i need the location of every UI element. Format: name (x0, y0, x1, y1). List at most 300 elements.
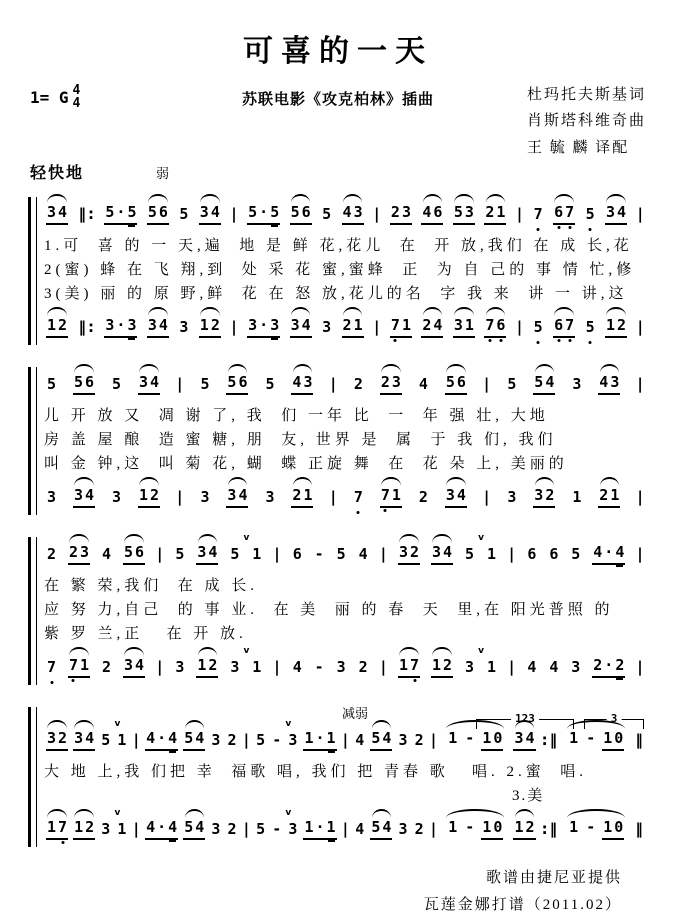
note-digit: | (156, 545, 163, 563)
note-digit: 5 (290, 203, 301, 225)
slur-arc (74, 809, 93, 818)
system-bracket (28, 197, 37, 345)
note-group (100, 808, 121, 840)
dynamic-marking: 弱 (156, 166, 170, 181)
note-group (255, 820, 266, 840)
note-digit: 4 (210, 203, 221, 225)
note-digit: 2 (342, 316, 353, 338)
note-digit: 1 (303, 818, 314, 840)
barline (634, 731, 644, 751)
note-group (68, 543, 90, 565)
barline (373, 318, 380, 338)
note-digit: 4 (167, 818, 178, 840)
note-digit: 5 (101, 731, 111, 749)
note-digit: 1 (481, 729, 492, 751)
note-digit: 2 (614, 656, 625, 678)
note-digit: 1 (486, 658, 496, 676)
slur-arc (423, 307, 442, 316)
note-digit: - (586, 818, 596, 836)
slur-arc (47, 194, 66, 203)
note-digit: 1 (391, 486, 402, 508)
note-digit: 2 (358, 658, 368, 676)
note-digit: ‖ (635, 820, 643, 838)
note-group (336, 545, 347, 565)
note-digit: 4 (167, 729, 178, 751)
barline (77, 318, 95, 338)
note-digit: | (133, 731, 139, 749)
note-digit: 2 (227, 731, 237, 749)
barline (380, 545, 387, 565)
slur-arc (69, 647, 88, 656)
note-group (116, 731, 127, 751)
translator-credit: 王 毓 麟 译配 (526, 139, 630, 156)
slur-arc (124, 647, 143, 656)
note-digit: 4 (194, 818, 205, 840)
note-digit: 5 (507, 375, 517, 393)
note-group (104, 203, 137, 225)
note-digit: | (231, 205, 237, 223)
note-digit: 1 (448, 818, 458, 836)
note-digit: | (231, 318, 237, 336)
note-group (290, 203, 312, 225)
note-digit: 2 (390, 203, 401, 225)
note-digit: 2 (598, 486, 609, 508)
note-group (264, 488, 275, 508)
note-digit: 4 (524, 729, 535, 751)
note-digit: 3 (398, 731, 408, 749)
note-digit: | (483, 375, 490, 393)
header-row (28, 80, 648, 158)
note-digit: · (258, 316, 269, 338)
footer (28, 865, 648, 919)
note-digit: 7 (380, 486, 391, 508)
lyric-line-1: 大 地 上,我 们把 幸 福歌 唱, 我们 把 青春 歌 唱. 2.蜜 唱. (44, 764, 588, 780)
engraver-note: 瓦莲金娜打谱（2011.02） (423, 897, 622, 913)
note-digit: 4 (342, 203, 353, 225)
note-group (46, 488, 57, 508)
slur-arc (486, 307, 505, 316)
lyric-line-3: 紫 罗 兰,正 在 开 放. (44, 626, 247, 642)
note-group (390, 316, 412, 338)
note-digit: 0 (492, 818, 503, 840)
note-group (585, 318, 596, 338)
note-digit: 3 (322, 318, 332, 336)
note-digit: | (342, 820, 349, 838)
upper-voice-notes (42, 363, 648, 404)
note-group (484, 316, 506, 338)
slur-arc (228, 364, 247, 373)
note-digit: 6 (84, 373, 95, 395)
lyric-line-2: 房 盖 屋 酿 造 蜜 糖, 朋 友, 世界 是 属 于 我 们, 我们 (44, 432, 557, 448)
note-digit: 4 (432, 316, 443, 338)
note-group (199, 203, 221, 225)
note-group (303, 729, 336, 751)
barline (636, 488, 643, 508)
note-digit: 3 (571, 658, 581, 676)
note-group (226, 731, 237, 751)
note-digit: 2 (414, 731, 424, 749)
note-group (548, 658, 559, 678)
note-digit: 2 (442, 656, 453, 678)
note-digit: 3 (391, 373, 402, 395)
song-subtitle: 苏联电影《攻克柏林》插曲 (241, 92, 434, 108)
note-digit: | (508, 658, 515, 676)
note-digit: 2 (227, 820, 237, 838)
barline (243, 731, 250, 751)
note-group (431, 656, 453, 678)
note-group (570, 545, 581, 565)
note-digit: 1 (602, 729, 613, 751)
note-digit: 3 (104, 316, 115, 338)
note-digit: 3 (46, 729, 57, 751)
key-label: 1= G (30, 87, 69, 107)
note-digit: 7 (68, 656, 79, 678)
note-digit: 2 (418, 488, 428, 506)
note-digit: 1 (326, 818, 337, 840)
barline (430, 731, 437, 751)
slur-arc (567, 809, 625, 818)
note-digit: 2 (68, 543, 79, 565)
system-4 (28, 703, 648, 849)
note-digit: 2 (414, 820, 424, 838)
lower-voice-notes (42, 476, 648, 517)
note-group (598, 486, 620, 508)
note-group (101, 545, 112, 565)
note-digit: 1 (609, 486, 620, 508)
note-digit: 1 (46, 316, 57, 338)
note-digit: | (374, 205, 380, 223)
note-group (553, 316, 575, 338)
note-digit: : (87, 205, 94, 223)
note-digit: · (603, 656, 614, 678)
slur-arc (606, 307, 625, 316)
note-digit: 3 (126, 316, 137, 338)
note-group (418, 488, 429, 508)
breath-mark: v (478, 646, 485, 656)
note-digit: | (430, 820, 437, 838)
note-group (46, 658, 57, 678)
note-group (292, 658, 303, 678)
note-digit: 5 (104, 203, 115, 225)
slur-arc (432, 534, 451, 543)
note-group (602, 818, 624, 840)
note-group (585, 729, 596, 749)
note-digit: 4 (381, 729, 392, 751)
slur-arc (74, 720, 93, 729)
note-digit: 4 (57, 203, 68, 225)
note-digit: - (465, 729, 475, 747)
note-digit: 5 (230, 545, 240, 563)
barline (329, 375, 336, 395)
note-digit: | (243, 731, 250, 749)
note-group (314, 545, 325, 565)
slur-arc (381, 364, 400, 373)
note-digit: 1 (431, 656, 442, 678)
note-group (73, 818, 95, 840)
note-group (553, 203, 575, 225)
note-group (533, 373, 555, 395)
note-digit: 3 (533, 486, 544, 508)
note-digit: 6 (237, 373, 248, 395)
note-digit: | (483, 488, 490, 506)
slur-arc (198, 534, 217, 543)
note-digit: 3 (513, 729, 524, 751)
note-digit: ‖ (549, 731, 558, 749)
note-digit: 4 (418, 375, 428, 393)
barline (273, 658, 280, 678)
slur-arc (372, 720, 391, 729)
note-group (100, 719, 121, 751)
note-digit: 4 (355, 731, 365, 749)
note-digit: | (133, 820, 139, 838)
note-digit: 7 (57, 818, 68, 840)
note-digit: 3 (101, 820, 111, 838)
note-digit: 2 (57, 316, 68, 338)
note-group (174, 658, 185, 678)
note-digit: 4 (592, 543, 603, 565)
note-digit: 3 (453, 316, 464, 338)
note-group (380, 373, 402, 395)
note-digit: 4 (527, 658, 537, 676)
slur-arc (228, 477, 247, 486)
note-group (287, 820, 298, 840)
slur-arc (446, 809, 504, 818)
note-digit: 3 (302, 373, 313, 395)
note-digit: 1 (495, 203, 506, 225)
note-digit: 2 (421, 316, 432, 338)
note-group (484, 203, 506, 225)
note-group (229, 533, 250, 565)
note-group (226, 820, 237, 840)
note-digit: 3 (79, 543, 90, 565)
breath-mark: v (114, 808, 121, 818)
note-group (464, 646, 485, 678)
slur-arc (291, 194, 310, 203)
note-digit: 2 (149, 486, 160, 508)
note-group (321, 205, 332, 225)
note-group (548, 545, 559, 565)
note-group (111, 375, 122, 395)
note-digit: | (177, 488, 183, 506)
barline (483, 375, 490, 395)
note-digit: 4 (194, 729, 205, 751)
barline (508, 658, 515, 678)
note-digit: 1 (138, 486, 149, 508)
note-group (353, 375, 364, 395)
note-digit: 2 (544, 486, 555, 508)
note-digit: 5 (585, 318, 595, 336)
note-digit: 4 (616, 203, 627, 225)
note-digit: 3 (401, 203, 412, 225)
note-digit: · (156, 818, 167, 840)
note-group (445, 486, 467, 508)
meter-numerator: 4 (72, 83, 81, 98)
note-digit: 3 (464, 658, 475, 676)
note-digit: 7 (484, 316, 495, 338)
note-group (464, 818, 475, 838)
note-digit: · (115, 316, 126, 338)
slur-arc (293, 477, 312, 486)
lyric-line-1: 儿 开 放 又 凋 谢 了, 我 们 一年 比 一 年 强 壮, 大地 (44, 408, 549, 424)
note-group (210, 820, 221, 840)
note-digit: 5 (226, 373, 237, 395)
note-digit: - (272, 731, 282, 749)
score (28, 193, 648, 849)
barline (541, 731, 559, 751)
note-digit: 5 (200, 375, 210, 393)
note-digit: 4 (134, 656, 145, 678)
note-digit: 2 (592, 656, 603, 678)
upper-voice-notes (42, 193, 648, 234)
note-group (506, 375, 517, 395)
note-group (199, 488, 210, 508)
barline (77, 205, 95, 225)
slur-arc (47, 307, 66, 316)
barline (329, 488, 336, 508)
note-digit: 5 (533, 318, 543, 336)
note-digit: 3 (290, 316, 301, 338)
note-digit: | (508, 545, 515, 563)
note-group (111, 488, 122, 508)
note-digit: | (637, 375, 643, 393)
note-digit: 3 (398, 543, 409, 565)
note-digit: 5 (183, 729, 194, 751)
note-digit: 5 (256, 731, 266, 749)
slur-arc (291, 307, 310, 316)
note-digit: 2 (291, 486, 302, 508)
note-digit: 3 (200, 488, 210, 506)
note-digit: 6 (301, 203, 312, 225)
note-digit: - (314, 545, 324, 563)
barline (156, 545, 163, 565)
note-digit: - (272, 820, 282, 838)
note-digit: 1 (302, 486, 313, 508)
note-digit: 6 (292, 545, 302, 563)
note-digit: 3 (138, 373, 149, 395)
slur-arc (47, 720, 66, 729)
lyric-line-3: 叫 金 钟,这 叫 菊 花, 蝴 蝶 正旋 舞 在 花 朵 上, 美丽的 (44, 456, 568, 472)
barline (516, 318, 523, 338)
note-digit: | (243, 820, 250, 838)
slur-arc (554, 194, 573, 203)
note-digit: | (330, 488, 336, 506)
note-digit: 3 (179, 318, 189, 336)
slur-arc (148, 194, 167, 203)
note-group (196, 543, 218, 565)
note-digit: 6 (134, 543, 145, 565)
note-digit: | (342, 731, 349, 749)
note-digit: 4 (101, 545, 111, 563)
note-group (123, 656, 145, 678)
note-digit: 2 (207, 656, 218, 678)
note-digit: · (258, 203, 269, 225)
lower-voice-notes (42, 808, 648, 849)
note-digit: 5 (453, 203, 464, 225)
note-digit: 4 (207, 543, 218, 565)
note-group (73, 486, 95, 508)
note-digit: 1 (569, 729, 579, 747)
note-digit: 5 (533, 373, 544, 395)
note-digit: 0 (492, 729, 503, 751)
note-group (398, 656, 420, 678)
note-group (183, 729, 205, 751)
note-digit: 3 (226, 486, 237, 508)
note-digit: 1 (401, 316, 412, 338)
note-digit: 4 (355, 820, 365, 838)
note-group (370, 729, 392, 751)
lyric-line-2: 2(蜜) 蜂 在 飞 翔,到 处 采 花 蜜,蜜蜂 正 为 自 己的 事 情 忙,修 (44, 262, 636, 278)
note-group (46, 203, 68, 225)
note-group (397, 731, 408, 751)
note-digit: - (465, 818, 475, 836)
note-group (414, 820, 425, 840)
note-digit: 1 (481, 818, 492, 840)
composer-credit: 肖斯塔科维奇曲 (526, 113, 646, 130)
note-digit: 5 (47, 375, 57, 393)
system-3 (28, 533, 648, 687)
slur-arc (139, 364, 158, 373)
dynamic-marking: 减弱 (342, 706, 369, 721)
note-group (533, 318, 544, 338)
slur-arc (74, 364, 93, 373)
note-digit: 5 (585, 205, 595, 223)
note-group (533, 205, 544, 225)
note-digit: 5 (370, 818, 381, 840)
slur-arc (343, 194, 362, 203)
note-digit: ‖ (78, 318, 86, 336)
lyric-line-1: 在 繁 荣,我们 在 成 长. (44, 578, 259, 594)
note-digit: 1 (196, 656, 207, 678)
note-digit: 6 (495, 316, 506, 338)
note-digit: 3 (196, 543, 207, 565)
provider-note: 歌谱由捷尼亚提供 (485, 870, 622, 886)
note-digit: 1 (252, 545, 262, 563)
note-digit: 5 (256, 820, 266, 838)
note-group (247, 316, 280, 338)
note-digit: | (274, 545, 280, 563)
note-group (358, 545, 369, 565)
lyric-line-1: 1.可 喜 的 一 天,遍 地 是 鲜 花,花儿 在 开 放,我们 在 成 长,花 (44, 238, 633, 254)
note-group (585, 205, 596, 225)
note-group (563, 818, 629, 840)
note-group (486, 545, 497, 565)
note-group (453, 203, 475, 225)
note-group (251, 545, 262, 565)
slur-arc (185, 809, 204, 818)
note-digit: 5 (175, 545, 185, 563)
note-group (464, 729, 475, 749)
note-group (605, 316, 627, 338)
note-digit: 3 (73, 729, 84, 751)
note-group (210, 731, 221, 751)
note-group (513, 818, 535, 840)
note-group (104, 316, 137, 338)
slur-arc (535, 364, 554, 373)
note-digit: - (586, 729, 596, 747)
note-digit: 6 (432, 203, 443, 225)
note-digit: 3 (572, 375, 582, 393)
volta-label: 123 (511, 712, 539, 725)
note-digit: 2 (380, 373, 391, 395)
note-digit: 1 (602, 818, 613, 840)
note-group (73, 373, 95, 395)
slur-arc (69, 534, 88, 543)
note-digit: 5 (322, 205, 332, 223)
note-digit: 1 (73, 818, 84, 840)
note-group (563, 729, 629, 751)
slur-arc (200, 307, 219, 316)
note-group (199, 316, 221, 338)
